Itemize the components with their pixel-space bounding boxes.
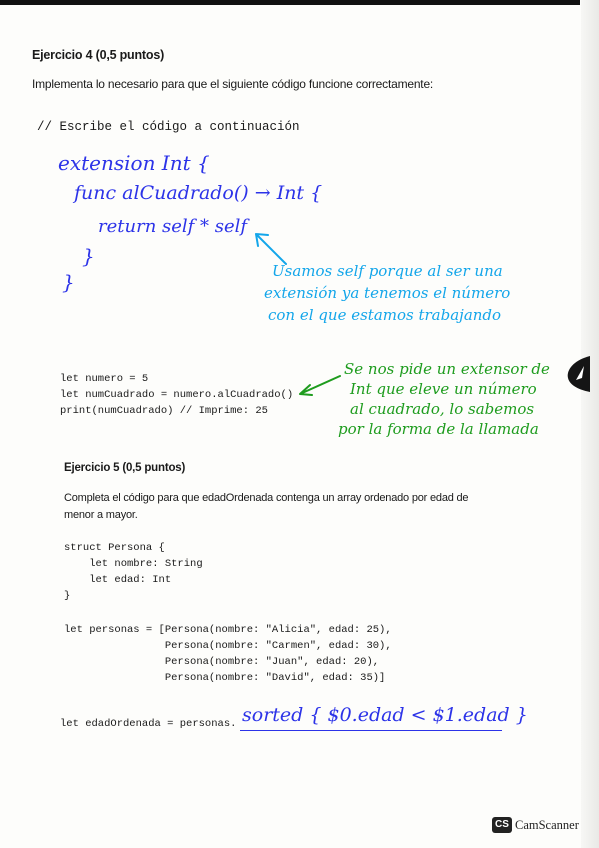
handwritten-line-5: } <box>62 270 75 294</box>
exercise-5-title: Ejercicio 5 (0,5 puntos) <box>64 462 186 474</box>
camscanner-label: CamScanner <box>515 818 579 832</box>
camscanner-logo-icon: CS <box>492 817 512 833</box>
struct-line-4: } <box>64 590 71 602</box>
exercise-5-instruction-2: menor a mayor. <box>64 509 138 521</box>
handwritten-line-4: } <box>82 244 95 268</box>
code-line-2: let numCuadrado = numero.alCuadrado() <box>60 389 294 401</box>
note-green-line-4: por la forma de la llamada <box>338 420 539 438</box>
exercise-4-instruction: Implementa lo necesario para que el siguiente código funcione correctamente: <box>32 77 434 91</box>
handwritten-line-3: return self * self <box>98 216 248 237</box>
array-line-4: Persona(nombre: "David", edad: 35)] <box>64 672 386 684</box>
answer-underline <box>240 730 502 731</box>
note-green-line-3: al cuadrado, lo sabemos <box>350 400 535 418</box>
note-cyan-line-1: Usamos self porque al ser una <box>272 262 503 280</box>
code-line-1: let numero = 5 <box>60 373 149 385</box>
note-cyan-line-3: con el que estamos trabajando <box>268 306 502 324</box>
struct-line-2: let nombre: String <box>64 558 203 570</box>
code-comment: // Escribe el código a continuación <box>37 120 300 134</box>
green-arrow <box>296 374 342 398</box>
handwritten-line-2: func alCuadrado() → Int { <box>74 182 323 204</box>
array-line-1: let personas = [Persona(nombre: "Alicia", edad: 25), <box>64 624 392 636</box>
struct-line-1: struct Persona { <box>64 542 165 554</box>
page-top-border <box>0 0 580 5</box>
array-line-3: Persona(nombre: "Juan", edad: 20), <box>64 656 380 668</box>
note-cyan-line-2: extensión ya tenemos el número <box>264 284 511 302</box>
handwritten-answer: sorted { $0.edad < $1.edad } <box>242 704 528 726</box>
final-code-prefix: let edadOrdenada = personas. <box>60 718 237 730</box>
note-green-line-2: Int que eleve un número <box>350 380 537 398</box>
note-green-line-1: Se nos pide un extensor de <box>344 360 550 378</box>
handwritten-line-1: extension Int { <box>58 151 210 175</box>
array-line-2: Persona(nombre: "Carmen", edad: 30), <box>64 640 392 652</box>
scan-artifact <box>562 356 590 392</box>
scan-edge-shadow <box>581 0 599 848</box>
code-line-3: print(numCuadrado) // Imprime: 25 <box>60 405 268 417</box>
struct-line-3: let edad: Int <box>64 574 172 586</box>
exercise-5-instruction-1: Completa el código para que edadOrdenada contenga un array ordenado por edad de <box>64 492 469 504</box>
exercise-4-title: Ejercicio 4 (0,5 puntos) <box>32 48 165 62</box>
